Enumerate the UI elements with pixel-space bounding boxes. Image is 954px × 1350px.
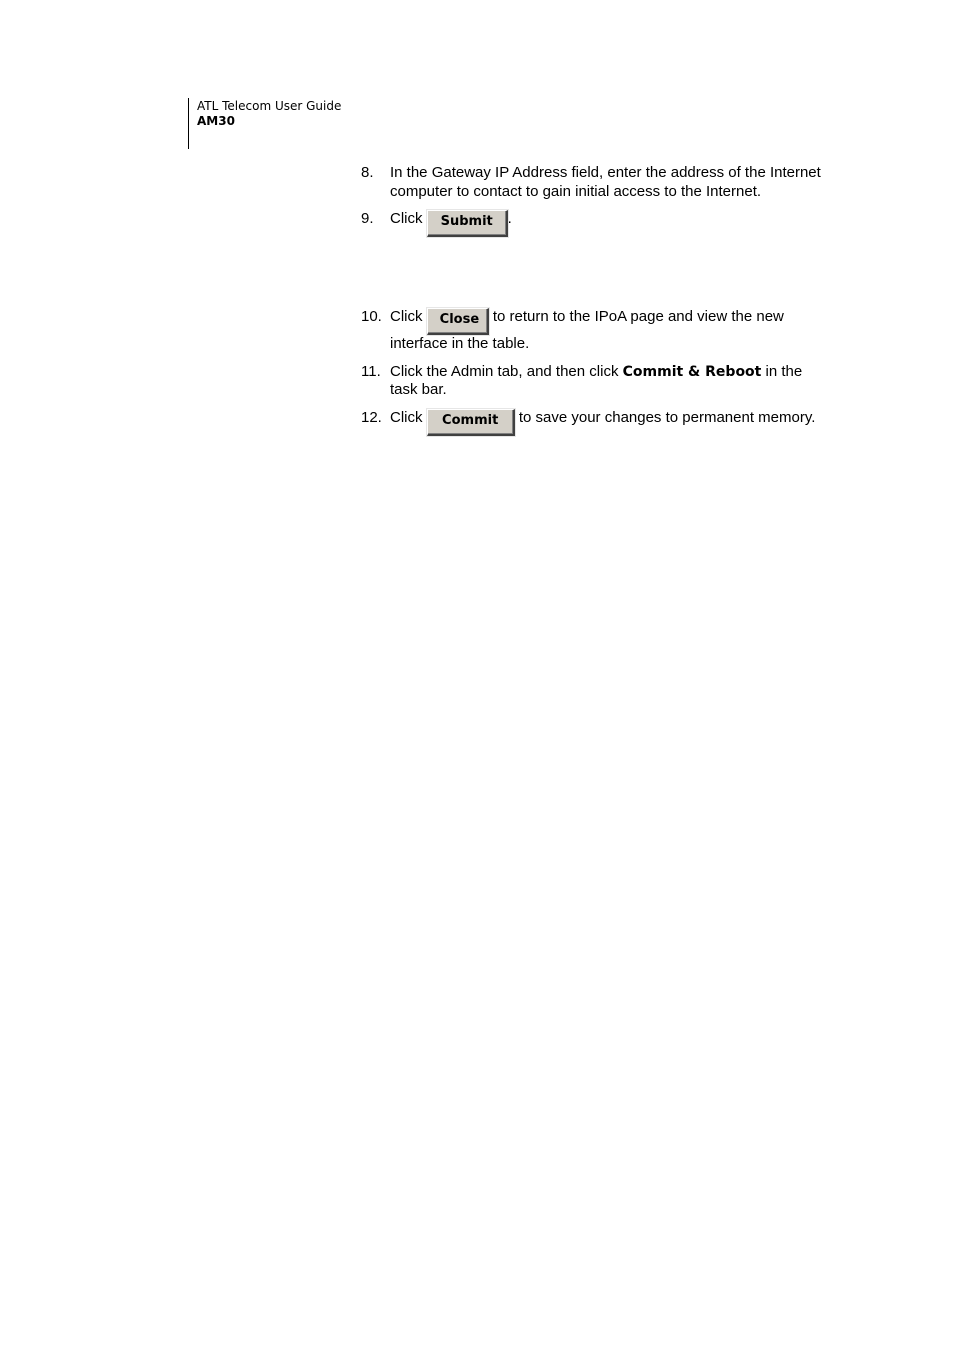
- step-number: 9.: [361, 210, 374, 227]
- step-12: [361, 409, 821, 436]
- step-11: [361, 363, 821, 400]
- step-text-end: to return to the IPoA page and view the new interface in the table.: [390, 308, 784, 352]
- step-text: Click: [390, 408, 423, 426]
- submit-button[interactable]: Submit: [427, 210, 508, 237]
- step-text: Click: [390, 210, 423, 227]
- step-text-end: in the task bar.: [390, 362, 803, 398]
- step-text: Click the Admin tab, and then click: [390, 362, 619, 380]
- product-name: AM30: [197, 114, 235, 128]
- step-text: Click: [390, 308, 423, 325]
- step-text-end: to save your changes to permanent memory.: [518, 408, 816, 426]
- instruction-steps: [361, 164, 821, 445]
- commit-button[interactable]: Commit: [427, 409, 515, 436]
- header-rule: [188, 98, 189, 149]
- page-header: [197, 99, 341, 129]
- step-text: In the Gateway IP Address field, enter the address of the Internet computer to contact to gain initial access to the Internet.: [390, 164, 821, 200]
- step-9: [361, 210, 821, 237]
- step-text-end: .: [507, 210, 512, 227]
- step-number: 8.: [361, 164, 374, 181]
- step-8: [361, 164, 821, 201]
- step-10: [361, 308, 821, 354]
- commit-reboot-menu-ref: Commit & Reboot: [622, 363, 762, 380]
- step-number: 12.: [361, 408, 382, 426]
- guide-title: ATL Telecom User Guide: [197, 99, 342, 113]
- close-button[interactable]: Close: [427, 308, 489, 335]
- step-number: 10.: [361, 308, 382, 325]
- step-number: 11.: [361, 362, 381, 380]
